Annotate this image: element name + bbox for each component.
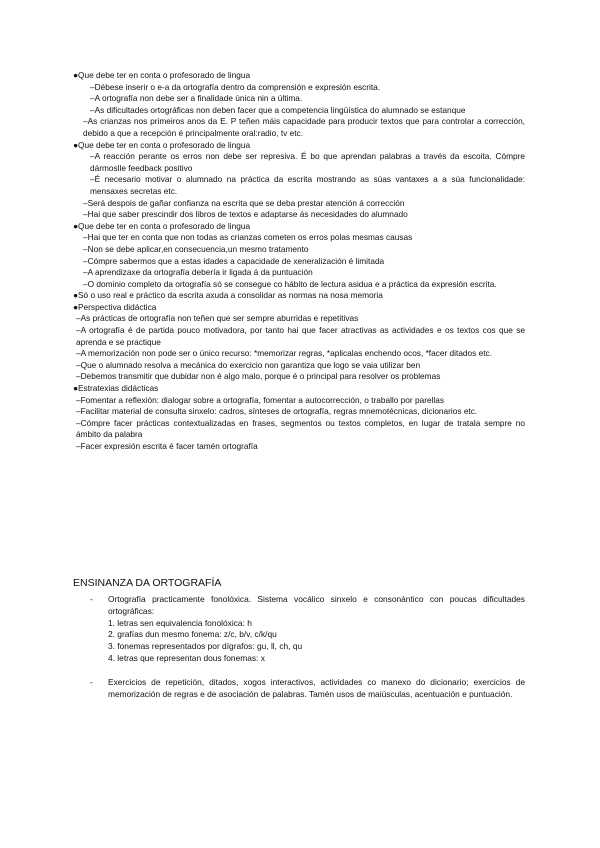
- note-line: –Cómpre sabermos que a estas idades a capacidade de xeneralización é limitada: [83, 255, 385, 266]
- note-line: –As dificultades ortográficas non deben facer que a competencia lingüística do alumnado se estanque: [90, 104, 466, 115]
- note-line: –Hai que saber prescindir dos libros de textos e adaptarse ás necesidades do alumnado: [83, 209, 408, 220]
- note-line: –Débese inserir o e-a da ortografía dentro da comprensión e expresión escrita.: [90, 81, 381, 92]
- sub-list-item: 1. letras sen equivalencia fonolóxica: h: [108, 617, 252, 628]
- note-heading: ●Perspectiva didáctica: [73, 301, 157, 312]
- note-line: –Facer expresión escrita é facer tamén ortografía: [76, 441, 258, 451]
- note-line: –As crianzas nos primeiros anos da E. P teñen máis capacidade para producir textos que para controlar a corrección, debido a que a recepción é principalmente oral:radio, tv etc.: [83, 116, 525, 138]
- sub-list-item: 4. letras que representan dous fonemas: x: [108, 652, 265, 663]
- list-item: [73, 677, 525, 701]
- note-line: –A reacción perante os erros non debe ser represiva. É bo que aprendan palabras a través da escoita. Cómpre dármoslle feedback positivo: [90, 151, 525, 173]
- note-line: –Cómpre facer prácticas contextualizadas en frases, segmentos ou textos completos, en lugar de tratala sempre no ámbito da palabra: [76, 417, 525, 440]
- note-line: –Fomentar a reflexión: dialogar sobre a ortografía, fomentar a autocorrección, o traballo por parellas: [76, 394, 445, 405]
- section-list: [73, 594, 525, 700]
- note-line: –Hai que ter en conta que non todas as crianzas cometen os erros polas mesmas causas: [83, 232, 413, 243]
- notes-block: [73, 70, 525, 453]
- list-item-text: Exercicios de repetición, ditados, xogos interactivos, actividades co manexo do dicionario; exercicios de memorización de regras e de asociación de palabras. Tamén usos de maiúsculas, acentuación e puntuación.: [108, 676, 525, 699]
- list-item: [73, 594, 525, 665]
- note-line: –É necesario motivar o alumnado na práctica da escrita mostrando as súas vantaxes a a súa funcionalidade: mensaxes secretas etc.: [90, 174, 525, 196]
- note-line: –A ortografía é de partida pouco motivadora, por tanto hai que facer atractivas as actividades e os textos cos que se aprenda e se practique: [76, 325, 525, 347]
- note-line: –As prácticas de ortografía non teñen que ser sempre aburridas e repetitivas: [76, 313, 359, 324]
- list-item-text: Ortografía practicamente fonolóxica. Sistema vocálico sinxelo e consonántico con poucas dificultades ortográficas:: [108, 594, 525, 616]
- sub-list-item: 2. grafías dun mesmo fonema: z/c, b/v, c/k/qu: [108, 629, 277, 640]
- note-line: –A aprendizaxe da ortografía debería ir ligada á da puntuación: [83, 267, 313, 278]
- note-line: –Será despois de gañar confianza na escrita que se deba prestar atención á corrección: [83, 197, 405, 208]
- note-line: –Non se debe aplicar,en consecuencia,un mesmo tratamento: [83, 243, 309, 254]
- note-line: –Facilitar material de consulta sinxelo: cadros, sínteses de ortografía, regras mnemotécnicas, dicionarios etc.: [76, 406, 478, 417]
- dash-marker: -: [90, 676, 93, 687]
- note-heading: ●Estratexias didácticas: [73, 383, 159, 394]
- section-title: ENSINANZA DA ORTOGRAFÍA: [73, 577, 222, 589]
- note-heading: ●Que debe ter en conta o profesorado de lingua: [73, 220, 251, 231]
- sub-list: [108, 618, 525, 665]
- dash-marker: -: [90, 594, 93, 604]
- note-line: –O dominio completo da ortografía só se consegue co hábito de lectura asidua e a práctica da expresión escrita.: [83, 278, 497, 289]
- note-line: –Que o alumnado resolva a mecánica do exercicio non garantiza que logo se vaia utilizar ben: [76, 359, 421, 370]
- note-line: –A memorización non pode ser o único recurso: *memorizar regras, *aplicalas enchendo ocos, *facer ditados etc.: [76, 348, 492, 359]
- spacer: [73, 665, 525, 677]
- note-heading: ●Que debe ter en conta o profesorado de lingua: [73, 70, 251, 80]
- note-line: –A ortografía non debe ser a finalidade única nin a última.: [90, 93, 303, 104]
- note-line: –Debemos transmitir que dubidar non é algo malo, porque é o principal para resolver os problemas: [76, 371, 441, 382]
- sub-list-item: 3. fonemas representados por dígrafos: gu, ll, ch, qu: [108, 641, 303, 652]
- note-heading: ●Que debe ter en conta o profesorado de lingua: [73, 139, 251, 150]
- note-heading: ●Só o uso real e práctico da escrita axuda a consolidar as normas na nosa memoria: [73, 290, 383, 301]
